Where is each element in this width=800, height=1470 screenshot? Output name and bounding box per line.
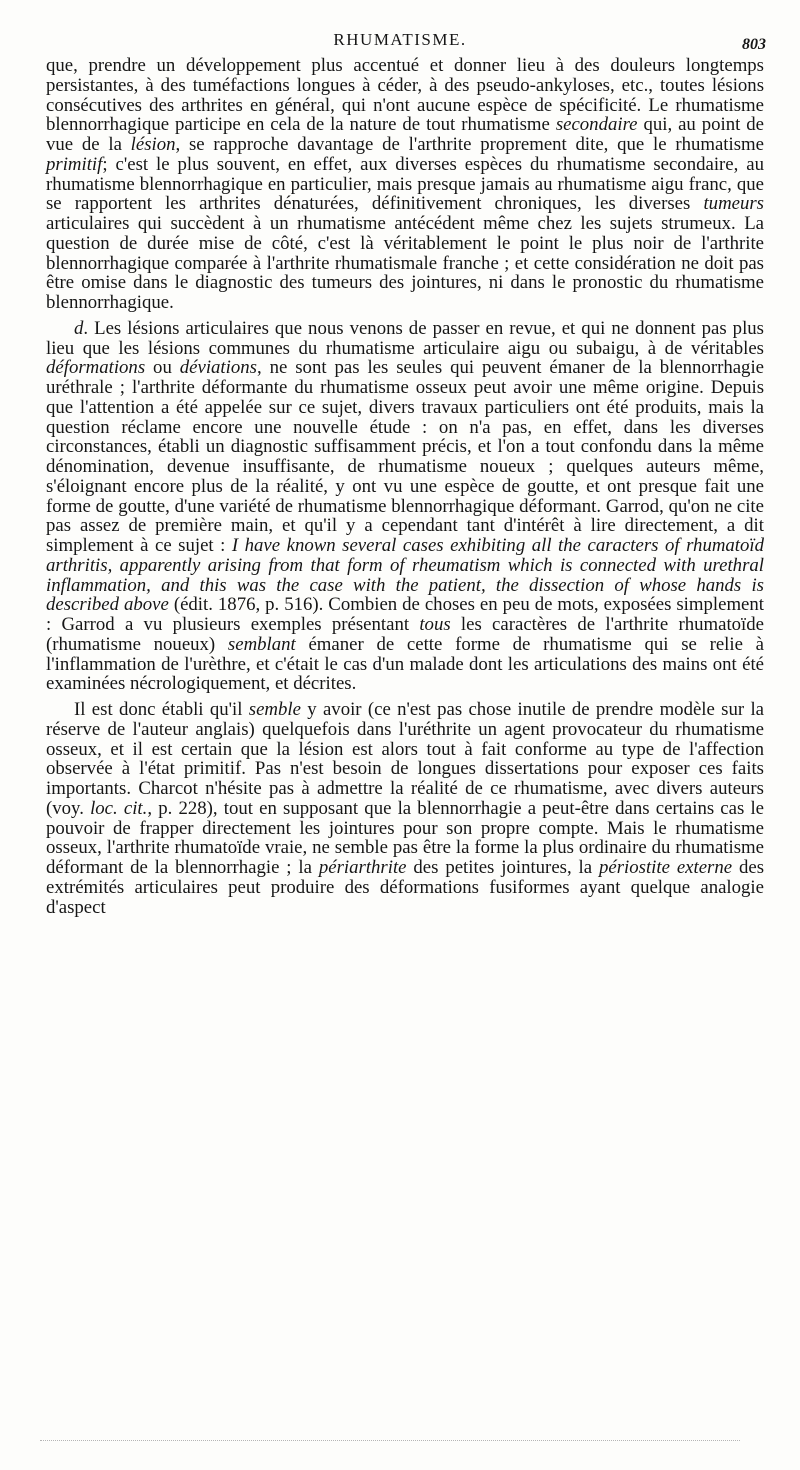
text-run: , se rapproche davantage de l'arthrite proprement dite, que le rhumatisme	[175, 134, 764, 155]
text-run: les caractères de l'arthrite rhumatoïde (rhumatisme noueux)	[46, 614, 765, 655]
text-run: articulaires qui succèdent à un rhumatisme antécédent même chez les sujets strumeux. La question de durée mise de côté, c'est là véritablement le point le plus noir de l'arthrite blennorrhagique comparée à l'arthrite rhumatismale franche ; et cette considération ne doit pas être omise dans le diagnostic des tumeurs des jointures, ni dans le pronostic du rhumatisme blennorrhagique.	[46, 213, 764, 313]
italic-text: d	[74, 317, 84, 339]
italic-text: lésion	[130, 134, 176, 155]
text-run: ; c'est le plus souvent, en effet, aux diverses espèces du rhumatisme secondaire, au rhumatisme blennorrhagique en particulier, mais presque jamais au rhumatisme aigu franc, que se rapportent les arthrites dénaturées, définitivement chroniques, les diverses	[46, 153, 764, 215]
paragraph	[46, 56, 764, 313]
text-run: y avoir (ce n'est pas chose inutile de prendre modèle sur la réserve de l'auteur anglais) quelquefois dans l'uréthrite un agent provocateur du rhumatisme osseux, et il est certain que la lésion est alors tout à fait conforme au type de l'affection observée à l'état primitif. Pas n'est besoin de longues dissertations pour exposer ces faits importants. Charcot n'hésite pas à admettre la réalité de ce rhumatisme, avec divers auteurs (voy.	[46, 699, 765, 819]
italic-text: périarthrite	[318, 857, 407, 878]
page-number: 803	[742, 36, 766, 53]
text-run: émaner de cette forme de rhumatisme qui se relie à l'inflammation de l'urèthre, et c'était le cas d'un malade dont les articulations des mains ont été examinées nécrologiquement, et décrites.	[46, 633, 765, 695]
italic-text: semblant	[227, 633, 296, 655]
running-head: RHUMATISME.	[333, 30, 467, 49]
text-run: ou	[145, 357, 180, 379]
italic-text: déviations	[179, 357, 257, 379]
text-run: , ne sont pas les seules qui peuvent émaner de la blennorrhagie uréthrale ; l'arthrite déformante du rhumatisme osseux peut avoir une même origine. Depuis que l'attention a été appelée sur ce sujet, divers travaux particuliers ont été produits, mais la question réclame encore une nouvelle étude : on n'a pas, en effet, dans les diverses circonstances, établi un diagnostic suffisamment précis, et l'on a tout confondu dans la même dénomination, devenue insuffisante, de rhumatisme noueux ; quelques auteurs même, s'éloignant encore plus de la réalité, y ont vu une espèce de goutte, et ont presque fait une forme de goutte, d'une variété de rhumatisme blennorrhagique déformant. Garrod, qu'on ne cite pas assez de première main, et qu'il y a cependant tant d'intérêt à lire directement, a dit simplement à ce sujet :	[46, 357, 764, 556]
paragraph	[46, 700, 764, 917]
paragraph	[46, 319, 764, 694]
italic-text: secondaire	[555, 114, 638, 136]
text-run: (édit. 1876, p. 516). Combien de choses en peu de mots, exposées simplement : Garrod a vu plusieurs exemples présentant	[46, 594, 764, 635]
italic-text: I have known several cases exhibiting all the caracters of rhumatoïd arthritis, apparently arising from that form of rheumatism which is connected with urethral inflammation, and this was the case with the patient, the dissection of whose hands is described above	[46, 535, 765, 616]
text-run: des extrémités articulaires peut produire des déformations fusiformes ayant quelque analogie d'aspect	[46, 857, 765, 918]
italic-text: semble	[248, 699, 301, 720]
text-run: qui, au point de vue de la	[46, 114, 764, 155]
italic-text: loc. cit.	[90, 797, 148, 819]
italic-text: tous	[419, 614, 451, 635]
text-run: Il est donc établi qu'il	[74, 699, 249, 720]
footer-divider	[40, 1440, 740, 1441]
italic-text: déformations	[46, 357, 146, 379]
italic-text: tumeurs	[703, 193, 764, 215]
text-run: , p. 228), tout en supposant que la blennorrhagie a peut-être dans certains cas le pouvoir de frapper directement les jointures pour son propre compte. Mais le rhumatisme osseux, l'arthrite rhumatoïde vraie, ne semble pas être la forme la plus ordinaire du rhumatisme déformant de la blennorrhagie ; la	[46, 797, 764, 878]
italic-text: primitif	[46, 153, 103, 175]
body-text	[46, 56, 764, 923]
text-run: que, prendre un développement plus accentué et donner lieu à des douleurs longtemps persistantes, à des tuméfactions longues à céder, à des pseudo-ankyloses, etc., toutes lésions consécutives des arthrites en général, qui n'ont aucune espèce de spécificité. Le rhumatisme blennorrhagique participe en cela de la nature de tout rhumatisme	[46, 55, 764, 136]
italic-text: périostite externe	[598, 857, 733, 878]
text-run: . Les lésions articulaires que nous venons de passer en revue, et qui ne donnent pas plus lieu que les lésions communes du rhumatisme articulaire aigu ou subaigu, à de véritables	[46, 317, 764, 359]
text-run: des petites jointures, la	[406, 857, 599, 878]
